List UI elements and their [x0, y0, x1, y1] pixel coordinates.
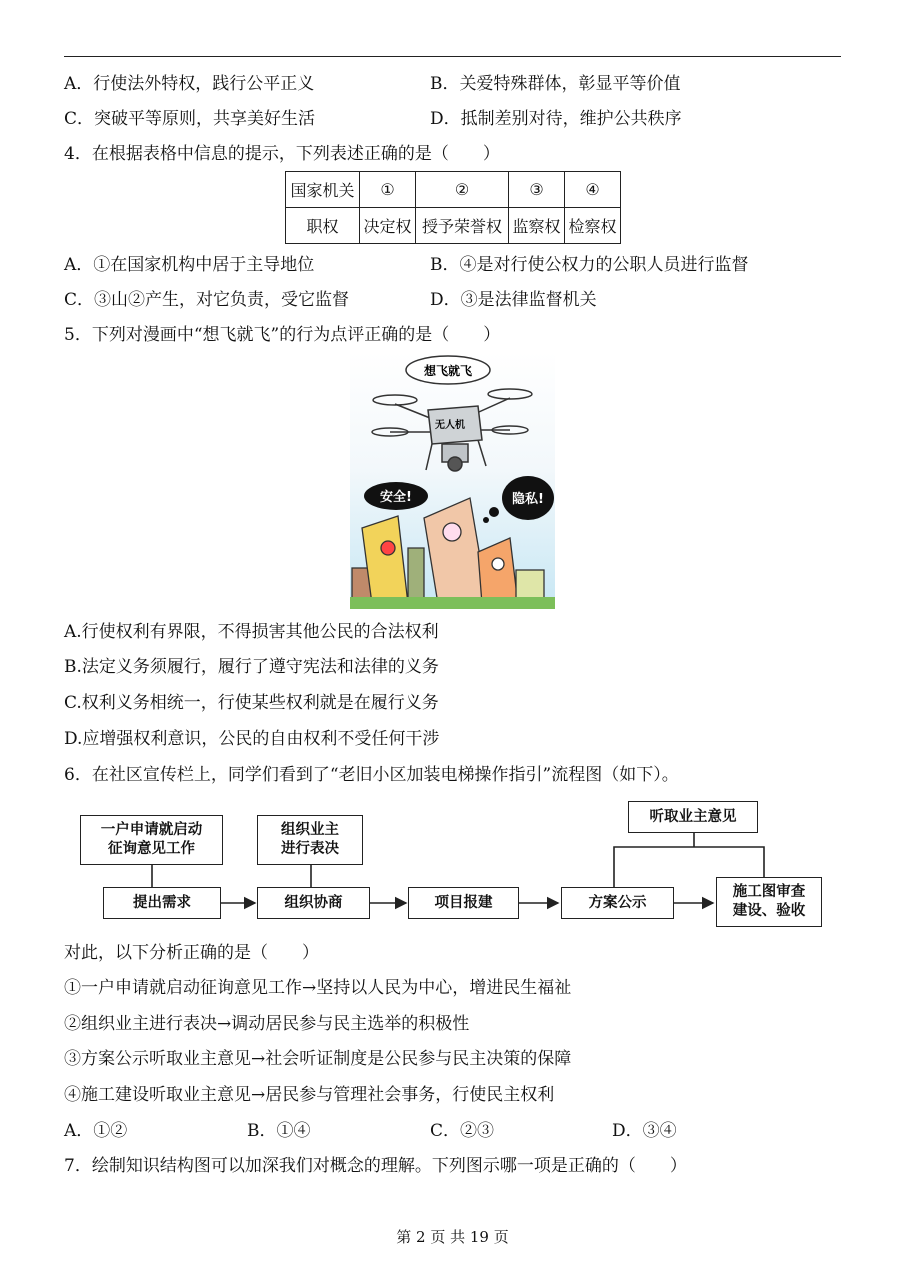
flow-box-label: 组织业主 进行表决	[281, 822, 339, 857]
top-rule	[64, 56, 841, 57]
table-cell: 授予荣誉权	[416, 208, 509, 244]
table-cell: 国家机关	[286, 172, 360, 208]
bubble-right-text: 隐私!	[512, 492, 544, 507]
q3-option-c[interactable]: C．突破平等原则，共享美好生活	[64, 109, 316, 129]
q5-option-d[interactable]: D.应增强权利意识，公民的自由权利不受任何干涉	[64, 729, 440, 749]
q6-option-a[interactable]: A．①②	[64, 1121, 128, 1141]
bubble-left-text: 安全!	[380, 490, 412, 505]
q4-stem: 4．在根据表格中信息的提示，下列表述正确的是（ ）	[64, 144, 500, 164]
q4-option-d[interactable]: D．③是法律监督机关	[430, 290, 597, 310]
q3-option-a[interactable]: A．行使法外特权，践行公平正义	[64, 74, 315, 94]
q4-option-a[interactable]: A．①在国家机构中居于主导地位	[64, 255, 315, 275]
flow-box-label: 提出需求	[133, 894, 191, 911]
flow-box-report	[408, 887, 519, 919]
table-row	[286, 172, 621, 208]
table-cell: ③	[509, 172, 565, 208]
q3-option-d[interactable]: D．抵制差别对待，维护公共秩序	[430, 109, 682, 129]
flow-box-label: 听取业主意见	[649, 808, 737, 825]
q5-option-a[interactable]: A.行使权利有界限，不得损害其他公民的合法权利	[64, 622, 439, 642]
table-cell: ①	[360, 172, 416, 208]
q6-statement-3: ③方案公示听取业主意见→社会听证制度是公民参与民主决策的保障	[64, 1049, 572, 1069]
q5-option-c[interactable]: C.权利义务相统一，行使某些权利就是在履行义务	[64, 693, 439, 713]
flow-box-label: 组织协商	[284, 894, 343, 911]
q6-stem: 6．在社区宣传栏上，同学们看到了“老旧小区加装电梯操作指引”流程图（如下）。	[64, 765, 679, 785]
page-footer: 第 2 页 共 19 页	[396, 1228, 509, 1246]
q5-option-b[interactable]: B.法定义务须履行，履行了遵守宪法和法律的义务	[64, 657, 439, 677]
flow-box-construct	[716, 877, 822, 927]
q6-option-c[interactable]: C．②③	[430, 1121, 495, 1141]
q7-stem: 7．绘制知识结构图可以加深我们对概念的理解。下列图示哪一项是正确的（ ）	[64, 1156, 687, 1176]
elevator-flowchart	[64, 795, 844, 935]
flow-box-demand	[103, 887, 221, 919]
table-cell: 决定权	[360, 208, 416, 244]
flow-box-label: 方案公示	[588, 894, 647, 911]
q4-table	[285, 171, 621, 244]
q6-option-b[interactable]: B．①④	[247, 1121, 311, 1141]
table-cell: ④	[565, 172, 621, 208]
q6-statement-4: ④施工建设听取业主意见→居民参与管理社会事务，行使民主权利	[64, 1085, 555, 1105]
drone-cartoon	[350, 352, 555, 609]
table-cell: 监察权	[509, 208, 565, 244]
flow-box-apply	[80, 815, 223, 865]
bubble-top-text: 想飞就飞	[423, 364, 473, 378]
drone-label: 无人机	[435, 420, 465, 431]
q6-option-d[interactable]: D．③④	[612, 1121, 677, 1141]
q6-question: 对此，以下分析正确的是（ ）	[64, 943, 319, 963]
flow-box-label: 一户申请就启动 征询意见工作	[100, 822, 203, 857]
table-cell: ②	[416, 172, 509, 208]
q6-statement-1: ①一户申请就启动征询意见工作→坚持以人民为中心，增进民生福祉	[64, 978, 572, 998]
flow-box-vote	[257, 815, 363, 865]
table-cell: 职权	[286, 208, 360, 244]
flow-box-negotiate	[257, 887, 370, 919]
table-row	[286, 208, 621, 244]
flow-box-label: 项目报建	[434, 894, 493, 911]
q4-option-b[interactable]: B．④是对行使公权力的公职人员进行监督	[430, 255, 749, 275]
q6-statement-2: ②组织业主进行表决→调动居民参与民主选举的积极性	[64, 1014, 470, 1034]
q5-stem: 5．下列对漫画中“想飞就飞”的行为点评正确的是（ ）	[64, 325, 501, 345]
flow-box-publicize	[561, 887, 674, 919]
q4-option-c[interactable]: C．③山②产生，对它负责，受它监督	[64, 290, 350, 310]
table-cell: 检察权	[565, 208, 621, 244]
grass	[350, 597, 555, 609]
flow-box-label: 施工图审查 建设、验收	[732, 884, 806, 919]
flow-box-listen	[628, 801, 758, 833]
q3-option-b[interactable]: B．关爱特殊群体，彰显平等价值	[430, 74, 681, 94]
